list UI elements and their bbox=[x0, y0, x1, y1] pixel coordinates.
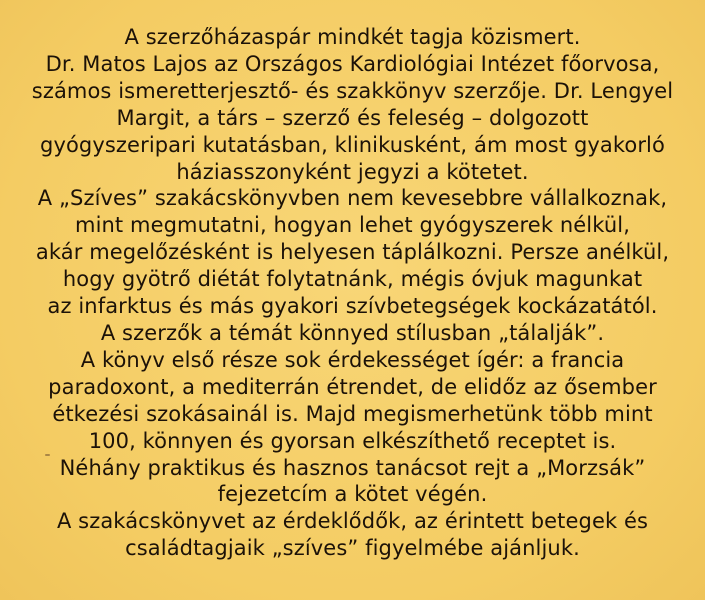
blurb-line-16: 100, könnyen és gyorsan elkészíthető receptet is. bbox=[88, 428, 617, 453]
blurb-line-20: családtagjaik „szíves” figyelmébe ajánljuk. bbox=[125, 536, 580, 561]
blurb-line-12: A szerzők a témát könnyed stílusban „tálalják”. bbox=[100, 320, 605, 345]
print-speck bbox=[45, 454, 50, 456]
blurb-line-7: A „Szíves” szakácskönyvben nem kevesebbre vállalkoznak, bbox=[37, 186, 668, 211]
blurb-line-13: A könyv első része sok érdekességet ígér: a francia bbox=[80, 347, 625, 372]
blurb-line-2: Dr. Matos Lajos az Országos Kardiológiai Intézet főorvosa, bbox=[45, 51, 660, 76]
blurb-line-10: hogy gyötrő diétát folytatnánk, mégis óvjuk magunkat bbox=[62, 267, 643, 292]
blurb-text bbox=[14, 24, 691, 562]
blurb-line-9: akár megelőzésként is helyesen táplálkozni. Persze anélkül, bbox=[35, 240, 670, 265]
blurb-line-15: étkezési szokásainál is. Majd megismerhetünk több mint bbox=[52, 401, 653, 426]
blurb-line-6: háziasszonyként jegyzi a kötetet. bbox=[176, 159, 529, 184]
blurb-line-18: fejezetcím a kötet végén. bbox=[217, 482, 488, 507]
blurb-line-3: számos ismeretterjesztő- és szakkönyv szerzője. Dr. Lengyel bbox=[31, 78, 674, 103]
blurb-line-19: A szakácskönyvet az érdeklődők, az érintett betegek és bbox=[56, 509, 649, 534]
blurb-line-1: A szerzőházaspár mindkét tagja közismert. bbox=[124, 25, 581, 49]
blurb-line-8: mint megmutatni, hogyan lehet gyógyszerek nélkül, bbox=[75, 213, 630, 238]
blurb-line-17: Néhány praktikus és hasznos tanácsot rejt a „Morzsák” bbox=[59, 455, 646, 480]
blurb-line-14: paradoxont, a mediterrán étrendet, de elidőz az ősember bbox=[48, 374, 657, 399]
blurb-line-11: az infarktus és más gyakori szívbetegségek kockázatától. bbox=[47, 294, 658, 319]
blurb-line-4: Margit, a társ – szerző és feleség – dolgozott bbox=[116, 105, 589, 130]
blurb-line-5: gyógyszeripari kutatásban, klinikusként, ám most gyakorló bbox=[40, 132, 665, 157]
